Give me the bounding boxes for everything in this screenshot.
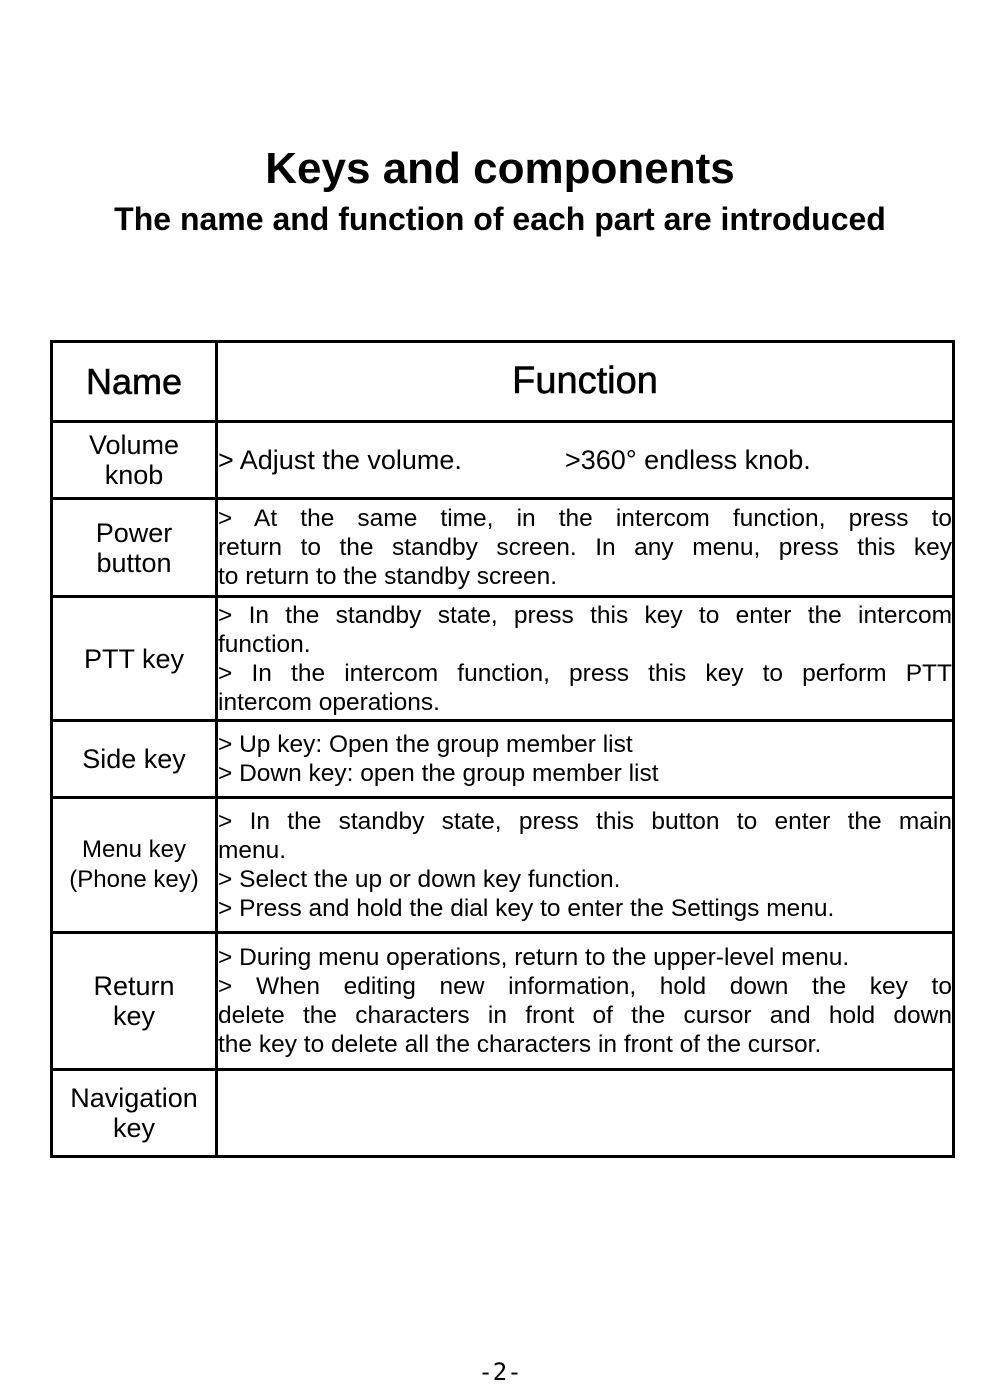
- function-line: > Select the up or down key function.: [218, 866, 621, 893]
- function-line: > Down key: open the group member list: [218, 760, 659, 787]
- page-subtitle: The name and function of each part are introduced: [114, 201, 886, 237]
- function-line-group: [218, 446, 952, 475]
- row-function-cell: [217, 798, 954, 933]
- row-name-cell: [52, 1070, 217, 1157]
- table-row-menu-key: [52, 798, 954, 933]
- keys-components-table: [50, 340, 955, 1158]
- page-title: Keys and components: [265, 144, 735, 193]
- row-name-cell: [52, 721, 217, 798]
- function-line: > In the standby state, press this button to enter the main: [218, 808, 952, 835]
- row-name-cell: [52, 499, 217, 597]
- row-name-line: key: [112, 1113, 156, 1143]
- table-header-row: [52, 342, 954, 422]
- function-line: menu.: [218, 837, 287, 864]
- row-name-line: Return: [93, 971, 175, 1001]
- function-line: >360° endless knob.: [565, 444, 811, 475]
- function-line: > Press and hold the dial key to enter the Settings menu.: [218, 895, 835, 922]
- function-line: return to the standby screen. In any menu, press this key: [218, 534, 952, 561]
- function-line: > Up key: Open the group member list: [218, 731, 633, 758]
- column-header-name: Name: [52, 342, 217, 422]
- table-row-power-button: [52, 499, 954, 597]
- function-line: > In the standby state, press this key to enter the intercom: [218, 601, 952, 629]
- row-name-line: (Phone key): [69, 866, 199, 893]
- function-line: to return to the standby screen.: [218, 563, 558, 590]
- page-number: -2-: [478, 1358, 522, 1386]
- row-name-cell: [52, 597, 217, 721]
- row-function-cell: [217, 597, 954, 721]
- function-line: > At the same time, in the intercom function, press to: [218, 505, 952, 532]
- row-name-line: Navigation: [70, 1083, 198, 1113]
- function-line: > When editing new information, hold down the key to: [218, 973, 952, 1000]
- row-function-cell-empty: [217, 1070, 954, 1157]
- row-name-line: Menu key: [81, 836, 187, 863]
- row-name-line: Side key: [82, 744, 186, 774]
- row-function-cell: [217, 499, 954, 597]
- function-line: > During menu operations, return to the upper-level menu.: [218, 944, 850, 971]
- function-line: > In the intercom function, press this key to perform PTT: [218, 659, 952, 687]
- row-function-cell: [217, 422, 954, 499]
- table-row-volume-knob: [52, 422, 954, 499]
- function-line: the key to delete all the characters in front of the cursor.: [218, 1031, 822, 1058]
- row-name-cell: [52, 933, 217, 1070]
- table-row-return-key: [52, 933, 954, 1070]
- function-line: delete the characters in front of the cursor and hold down: [218, 1002, 952, 1029]
- table-row-navigation-key: [52, 1070, 954, 1157]
- column-header-function: Function: [217, 342, 954, 422]
- row-function-cell: [217, 933, 954, 1070]
- table-row-side-key: [52, 721, 954, 798]
- function-line: > Adjust the volume.: [218, 444, 462, 475]
- table-row-ptt-key: [52, 597, 954, 721]
- row-name-line: Volume: [88, 430, 180, 460]
- row-name-cell: [52, 798, 217, 933]
- row-name-line: Power: [95, 517, 173, 548]
- row-name-cell: [52, 422, 217, 499]
- row-name-line: button: [96, 547, 172, 578]
- row-name-line: PTT key: [83, 643, 185, 674]
- row-name-line: knob: [104, 460, 164, 490]
- function-line: function.: [218, 630, 311, 658]
- function-line: intercom operations.: [218, 688, 440, 716]
- row-name-line: key: [112, 1001, 156, 1031]
- row-function-cell: [217, 721, 954, 798]
